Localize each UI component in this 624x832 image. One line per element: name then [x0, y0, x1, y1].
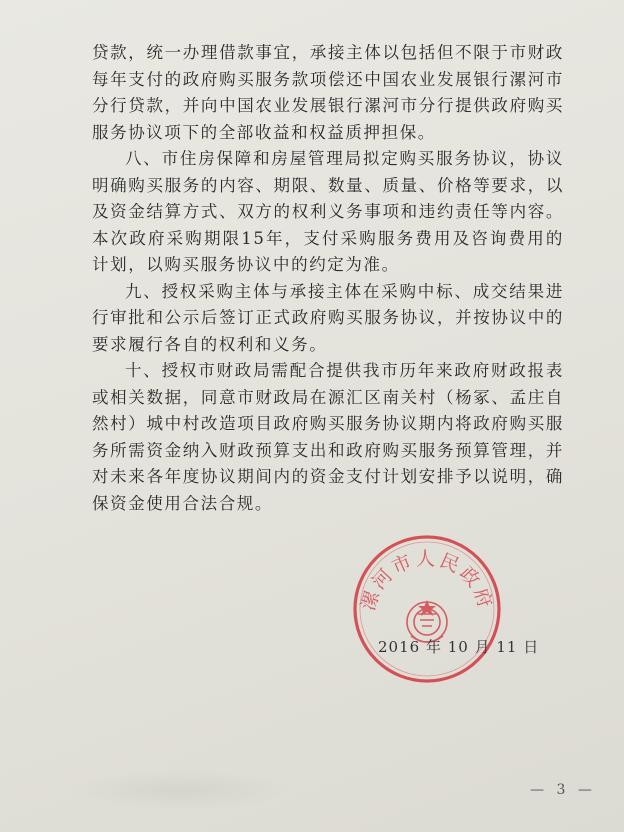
paragraph-10: 十、授权市财政局需配合提供我市历年来政府财政报表或相关数据，同意市财政局在源汇区南关村（杨冢、孟庄自然村）城中村改造项目政府购买服务协议期内将政府购买服务所需资金纳入财政预算支出和政府购买服务预算管理，并对未来各年度协议期间内的资金支付计划安排予以说明，确保资金使用合法合规。 — [92, 361, 564, 513]
paragraph-9: 九、授权采购主体与承接主体在采购中标、成交结果进行审批和公示后签订正式政府购买服务协议，并按协议中的要求履行各自的权利和义务。 — [92, 281, 564, 354]
document-date: 2016 年 10 月 11 日 — [378, 638, 540, 656]
official-seal-icon — [348, 530, 506, 688]
document-body — [92, 40, 564, 517]
paragraph-8: 八、市住房保障和房屋管理局拟定购买服务协议，协议明确购买服务的内容、期限、数量、质量、价格等要求，以及资金结算方式、双方的权利义务事项和违约责任等内容。本次政府采购期限15年，支付采购服务费用及咨询费用的计划，以购买服务协议中的约定为准。 — [92, 149, 564, 274]
paragraph-continued: 贷款，统一办理借款事宜，承接主体以包括但不限于市财政每年支付的政府购买服务款项偿还中国农业发展银行漯河市分行贷款，并向中国农业发展银行漯河市分行提供政府购买服务协议项下的全部收益和权益质押担保。 — [92, 43, 564, 142]
seal-text: 漯河市人民政府 — [357, 548, 497, 614]
paper-smudge — [70, 770, 290, 810]
page-number: — 3 — — [530, 782, 596, 798]
